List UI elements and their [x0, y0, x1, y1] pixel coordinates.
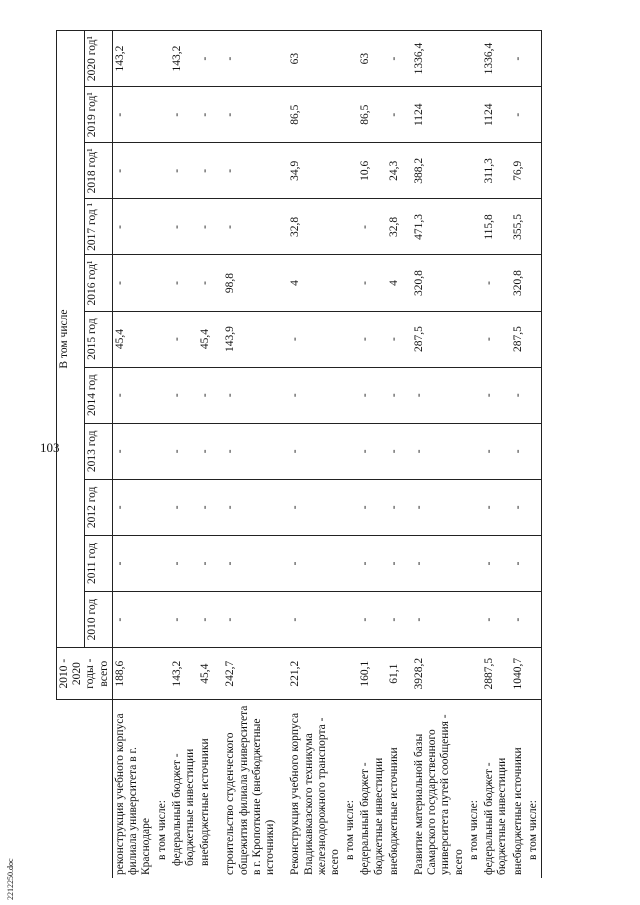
table-row	[526, 31, 542, 879]
row-year-value	[526, 199, 542, 255]
table-row	[223, 31, 278, 879]
header-year: 2018 год¹	[84, 143, 112, 199]
row-year-value: -	[412, 535, 467, 591]
row-year-value: -	[358, 535, 386, 591]
row-year-value	[467, 423, 482, 479]
row-year-value: -	[112, 535, 154, 591]
table-row	[288, 31, 343, 879]
row-year-value	[155, 479, 170, 535]
row-year-value	[343, 367, 358, 423]
row-year-value	[526, 479, 542, 535]
row-total	[467, 648, 482, 700]
row-total: 242,7	[223, 648, 278, 700]
row-total: 45,4	[198, 648, 213, 700]
header-year: 2014 год	[84, 367, 112, 423]
row-year-value: -	[198, 479, 213, 535]
row-year-value: 45,4	[112, 311, 154, 367]
row-year-value: -	[511, 535, 526, 591]
row-total: 61,1	[387, 648, 402, 700]
row-year-value: -	[170, 423, 198, 479]
row-year-value	[467, 592, 482, 648]
row-year-value	[526, 592, 542, 648]
table-row	[358, 31, 386, 879]
row-year-value: -	[170, 535, 198, 591]
row-year-value: 1336,4	[482, 31, 510, 87]
table-row	[467, 31, 482, 879]
row-year-value: -	[170, 311, 198, 367]
row-year-value: 287,5	[511, 311, 526, 367]
row-year-value: -	[170, 592, 198, 648]
row-year-value: 4	[288, 255, 343, 311]
row-year-value: 32,8	[288, 199, 343, 255]
row-year-value: -	[198, 255, 213, 311]
row-year-value	[526, 535, 542, 591]
row-year-value: 45,4	[198, 311, 213, 367]
row-year-value: 10,6	[358, 143, 386, 199]
row-name: Развитие материальной базы Самарского государственного университета путей сообщения - всего	[412, 700, 467, 878]
row-year-value: 98,8	[223, 255, 278, 311]
header-group: В том числе	[57, 31, 85, 648]
row-year-value: -	[412, 592, 467, 648]
row-year-value: -	[387, 535, 402, 591]
row-year-value: 24,3	[387, 143, 402, 199]
row-year-value: -	[198, 87, 213, 143]
rotated-table-container	[56, 30, 616, 878]
table-row	[343, 31, 358, 879]
row-year-value	[155, 31, 170, 87]
row-year-value: -	[112, 592, 154, 648]
row-year-value	[343, 255, 358, 311]
row-year-value	[467, 199, 482, 255]
row-year-value: -	[358, 479, 386, 535]
table-row	[155, 31, 170, 879]
row-year-value: -	[511, 592, 526, 648]
row-year-value	[343, 143, 358, 199]
row-year-value: -	[198, 367, 213, 423]
row-year-value: -	[223, 199, 278, 255]
row-year-value: -	[112, 479, 154, 535]
row-year-value: -	[223, 143, 278, 199]
row-year-value: -	[223, 367, 278, 423]
row-total: 188,6	[112, 648, 154, 700]
row-year-value: -	[223, 87, 278, 143]
row-name: в том числе:	[526, 700, 542, 878]
row-year-value: -	[288, 479, 343, 535]
row-year-value: -	[112, 199, 154, 255]
row-total: 3928,2	[412, 648, 467, 700]
row-year-value: -	[223, 535, 278, 591]
row-year-value: 32,8	[387, 199, 402, 255]
row-year-value: -	[358, 423, 386, 479]
row-year-value: 1124	[412, 87, 467, 143]
row-year-value: -	[198, 592, 213, 648]
row-year-value: -	[112, 423, 154, 479]
row-year-value: -	[223, 592, 278, 648]
row-year-value: 388,2	[412, 143, 467, 199]
row-year-value: 34,9	[288, 143, 343, 199]
page-number: 103	[40, 440, 60, 455]
row-total: 1040,7	[511, 648, 526, 700]
header-year: 2020 год¹	[84, 31, 112, 87]
row-year-value: -	[288, 423, 343, 479]
row-year-value	[526, 423, 542, 479]
row-year-value: -	[288, 592, 343, 648]
row-year-value: -	[112, 255, 154, 311]
row-year-value: -	[112, 87, 154, 143]
row-total: 160,1	[358, 648, 386, 700]
row-year-value: -	[387, 87, 402, 143]
row-year-value: -	[170, 87, 198, 143]
row-year-value: -	[387, 592, 402, 648]
row-year-value: -	[482, 592, 510, 648]
row-year-value: -	[482, 479, 510, 535]
row-year-value	[155, 592, 170, 648]
row-year-value: -	[112, 367, 154, 423]
table-row	[511, 31, 526, 879]
header-row-1	[57, 31, 85, 879]
table-row	[198, 31, 213, 879]
row-year-value	[343, 31, 358, 87]
row-year-value: 320,8	[511, 255, 526, 311]
table-row	[170, 31, 198, 879]
row-year-value	[343, 87, 358, 143]
row-year-value: 143,2	[112, 31, 154, 87]
row-year-value: -	[387, 31, 402, 87]
row-total	[155, 648, 170, 700]
row-year-value	[526, 31, 542, 87]
row-year-value	[155, 87, 170, 143]
row-year-value: -	[170, 479, 198, 535]
row-year-value: 86,5	[358, 87, 386, 143]
row-year-value: -	[112, 143, 154, 199]
row-year-value: 76,9	[511, 143, 526, 199]
spacer-row	[213, 31, 223, 879]
row-year-value: -	[198, 199, 213, 255]
header-total: 2010 - 2020 годы - всего	[57, 648, 113, 700]
row-total	[343, 648, 358, 700]
row-year-value	[155, 255, 170, 311]
row-year-value	[526, 367, 542, 423]
row-name: в том числе:	[155, 700, 170, 878]
row-year-value: -	[198, 423, 213, 479]
header-year: 2012 год	[84, 479, 112, 535]
row-year-value	[155, 199, 170, 255]
row-year-value: -	[482, 255, 510, 311]
row-year-value: -	[511, 479, 526, 535]
row-year-value: -	[170, 199, 198, 255]
table-row	[387, 31, 402, 879]
row-name: строительство студенческого общежития филиала университета в г. Кропоткине (внебюджетные источники)	[223, 700, 278, 878]
row-total: 221,2	[288, 648, 343, 700]
row-year-value	[155, 535, 170, 591]
investment-table	[56, 30, 542, 878]
row-name: внебюджетные источники	[387, 700, 402, 878]
row-year-value	[467, 367, 482, 423]
row-year-value	[155, 367, 170, 423]
header-year: 2011 год	[84, 535, 112, 591]
row-year-value	[343, 311, 358, 367]
row-year-value: -	[358, 311, 386, 367]
row-year-value: -	[412, 367, 467, 423]
row-year-value: 311,3	[482, 143, 510, 199]
row-year-value: 355,5	[511, 199, 526, 255]
row-year-value: 1124	[482, 87, 510, 143]
header-year: 2019 год¹	[84, 87, 112, 143]
header-blank	[57, 700, 113, 878]
row-year-value: -	[511, 367, 526, 423]
row-year-value: 320,8	[412, 255, 467, 311]
row-year-value: 143,9	[223, 311, 278, 367]
row-year-value	[343, 535, 358, 591]
footer-filename: 2212250.doc	[6, 858, 15, 900]
row-year-value	[343, 592, 358, 648]
row-year-value: -	[358, 199, 386, 255]
row-year-value	[467, 535, 482, 591]
row-year-value	[467, 311, 482, 367]
row-year-value	[343, 199, 358, 255]
header-year: 2015 год	[84, 311, 112, 367]
row-year-value: -	[288, 311, 343, 367]
row-name: реконструкция учебного корпуса филиала университета в г. Краснодаре	[112, 700, 154, 878]
row-year-value	[155, 143, 170, 199]
row-total	[526, 648, 542, 700]
spacer-row	[402, 31, 412, 879]
row-year-value	[155, 311, 170, 367]
row-year-value	[526, 255, 542, 311]
row-year-value: -	[288, 535, 343, 591]
row-name: федеральный бюджет - бюджетные инвестиции	[482, 700, 510, 878]
row-year-value: -	[511, 423, 526, 479]
row-year-value	[467, 143, 482, 199]
row-year-value: -	[288, 367, 343, 423]
table-body	[112, 31, 541, 879]
row-year-value: -	[412, 423, 467, 479]
row-name: внебюджетные источники	[198, 700, 213, 878]
row-year-value: -	[170, 143, 198, 199]
row-year-value: -	[387, 479, 402, 535]
row-year-value: 115,8	[482, 199, 510, 255]
row-year-value: 63	[288, 31, 343, 87]
row-total: 143,2	[170, 648, 198, 700]
row-year-value	[526, 87, 542, 143]
row-year-value	[343, 479, 358, 535]
row-name: в том числе:	[467, 700, 482, 878]
row-year-value	[467, 87, 482, 143]
row-year-value: -	[223, 479, 278, 535]
header-year: 2016 год¹	[84, 255, 112, 311]
row-year-value: -	[170, 367, 198, 423]
row-year-value: -	[358, 367, 386, 423]
row-year-value: -	[482, 311, 510, 367]
table-row	[412, 31, 467, 879]
row-year-value: 287,5	[412, 311, 467, 367]
row-year-value: 86,5	[288, 87, 343, 143]
row-year-value	[526, 311, 542, 367]
row-year-value: -	[387, 423, 402, 479]
row-year-value: -	[387, 367, 402, 423]
row-year-value	[343, 423, 358, 479]
row-year-value: 471,3	[412, 199, 467, 255]
header-year: 2010 год	[84, 592, 112, 648]
row-year-value: -	[482, 423, 510, 479]
row-year-value: -	[358, 255, 386, 311]
row-year-value: -	[511, 31, 526, 87]
row-name: Реконструкция учебного корпуса Владикавказского техникума железнодорожного транспорта - всего	[288, 700, 343, 878]
row-total: 2887,5	[482, 648, 510, 700]
row-year-value: -	[482, 367, 510, 423]
header-year: 2017 год ¹	[84, 199, 112, 255]
row-name: в том числе:	[343, 700, 358, 878]
row-year-value	[467, 479, 482, 535]
row-year-value: -	[358, 592, 386, 648]
row-name: внебюджетные источники	[511, 700, 526, 878]
row-year-value: 4	[387, 255, 402, 311]
row-year-value: -	[198, 143, 213, 199]
row-name: федеральный бюджет - бюджетные инвестиции	[170, 700, 198, 878]
row-year-value	[155, 423, 170, 479]
row-year-value: 1336,4	[412, 31, 467, 87]
row-year-value: 143,2	[170, 31, 198, 87]
header-year: 2013 год	[84, 423, 112, 479]
table-row	[482, 31, 510, 879]
row-year-value	[467, 255, 482, 311]
row-year-value	[467, 31, 482, 87]
row-year-value: -	[387, 311, 402, 367]
table-row	[112, 31, 154, 879]
row-year-value: -	[198, 31, 213, 87]
row-year-value: -	[412, 479, 467, 535]
row-year-value: -	[198, 535, 213, 591]
row-year-value: -	[170, 255, 198, 311]
row-year-value: 63	[358, 31, 386, 87]
row-year-value: -	[223, 423, 278, 479]
row-year-value: -	[223, 31, 278, 87]
row-name: федеральный бюджет - бюджетные инвестиции	[358, 700, 386, 878]
row-year-value	[526, 143, 542, 199]
row-year-value: -	[511, 87, 526, 143]
spacer-row	[278, 31, 288, 879]
row-year-value: -	[482, 535, 510, 591]
